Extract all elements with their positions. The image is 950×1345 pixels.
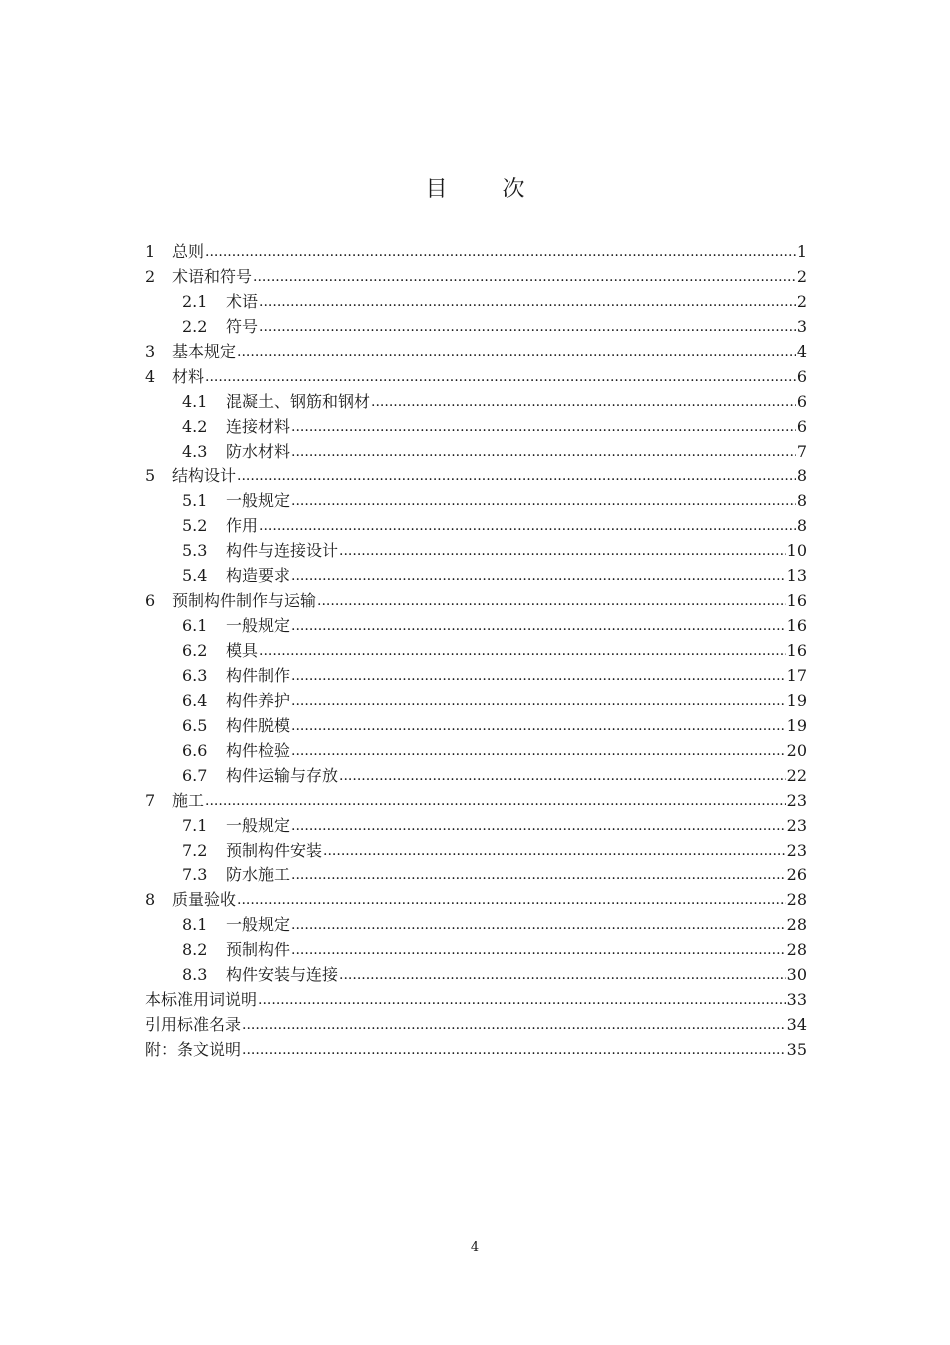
- toc-entry-label: 混凝土、钢筋和钢材: [226, 391, 371, 411]
- toc-entry-page: 28: [786, 940, 807, 960]
- toc-entry-number: 5.4: [182, 566, 208, 586]
- toc-entry-number: 4.2: [182, 416, 208, 436]
- toc-dot-leader: [291, 414, 796, 440]
- toc-entry-page: 8: [796, 491, 807, 511]
- toc-entry-label: 防水施工: [226, 865, 291, 885]
- toc-dot-leader: [291, 613, 786, 639]
- toc-dot-leader: [237, 463, 796, 489]
- toc-entry[interactable]: [145, 888, 807, 913]
- toc-entry-label: 附：条文说明: [145, 1040, 242, 1059]
- toc-entry-label: 作用: [226, 516, 259, 536]
- toc-dot-leader: [339, 538, 786, 564]
- toc-entry[interactable]: [145, 963, 807, 988]
- toc-entry[interactable]: [145, 415, 807, 440]
- toc-entry-number: 7.1: [182, 815, 208, 835]
- toc-dot-leader: [205, 364, 796, 390]
- toc-entry-number: 7.3: [182, 865, 208, 885]
- toc-entry[interactable]: [145, 689, 807, 714]
- toc-entry-label: 结构设计: [172, 466, 237, 486]
- toc-entry-page: 8: [796, 516, 807, 536]
- toc-entry-label: 预制构件安装: [226, 840, 323, 860]
- toc-entry-number: 6.7: [182, 765, 208, 785]
- toc-entry-number: 8.3: [182, 965, 208, 985]
- toc-entry-page: 1: [796, 242, 807, 261]
- toc-entry-page: 6: [796, 391, 807, 411]
- toc-entry-label: 构件与连接设计: [226, 541, 339, 561]
- toc-entry[interactable]: [145, 839, 807, 864]
- toc-dot-leader: [291, 439, 796, 465]
- toc-entry[interactable]: [145, 739, 807, 764]
- toc-entry-number: 4.1: [182, 391, 208, 411]
- toc-entry-label: 施工: [172, 790, 205, 810]
- toc-entry-page: 20: [786, 740, 807, 760]
- toc-dot-leader: [205, 788, 786, 814]
- toc-entry-page: 22: [786, 765, 807, 785]
- toc-entry[interactable]: [145, 1013, 807, 1038]
- toc-dot-leader: [253, 264, 796, 290]
- toc-entry-page: 35: [786, 1040, 807, 1059]
- toc-dot-leader: [339, 962, 786, 988]
- toc-entry[interactable]: [145, 564, 807, 589]
- toc-dot-leader: [205, 239, 796, 265]
- toc-dot-leader: [291, 488, 796, 514]
- toc-entry-page: 23: [786, 815, 807, 835]
- toc-entry-label: 预制构件: [226, 940, 291, 960]
- toc-entry[interactable]: [145, 1038, 807, 1063]
- toc-dot-leader: [339, 763, 786, 789]
- toc-entry-label: 质量验收: [172, 890, 237, 910]
- toc-entry-page: 7: [796, 441, 807, 461]
- toc-entry-label: 防水材料: [226, 441, 291, 461]
- toc-entry-page: 19: [786, 690, 807, 710]
- toc-entry[interactable]: [145, 639, 807, 664]
- toc-entry-number: 6.2: [182, 641, 208, 660]
- toc-entry-label: 构造要求: [226, 566, 291, 586]
- toc-entry-number: 5.1: [182, 491, 208, 511]
- toc-dot-leader: [291, 912, 786, 938]
- table-of-contents: [145, 240, 807, 1063]
- toc-dot-leader: [291, 937, 786, 963]
- toc-entry[interactable]: [145, 390, 807, 415]
- toc-entry[interactable]: [145, 913, 807, 938]
- toc-dot-leader: [242, 1037, 786, 1063]
- toc-entry-label: 符号: [226, 316, 259, 336]
- toc-entry[interactable]: [145, 489, 807, 514]
- toc-dot-leader: [242, 1012, 786, 1038]
- toc-entry[interactable]: [145, 290, 807, 315]
- toc-entry-page: 23: [786, 840, 807, 860]
- toc-entry-label: 一般规定: [226, 491, 291, 511]
- toc-dot-leader: [291, 663, 786, 689]
- toc-entry-page: 33: [786, 990, 807, 1010]
- toc-dot-leader: [317, 588, 786, 614]
- toc-entry-number: 5.2: [182, 516, 208, 536]
- toc-entry-page: 3: [796, 316, 807, 336]
- toc-dot-leader: [371, 389, 796, 415]
- toc-dot-leader: [259, 638, 786, 664]
- toc-entry-page: 8: [796, 466, 807, 486]
- toc-entry-page: 6: [796, 416, 807, 436]
- toc-entry-page: 2: [796, 291, 807, 311]
- toc-entry-page: 28: [786, 915, 807, 935]
- toc-entry-page: 13: [786, 566, 807, 586]
- toc-entry-label: 预制构件制作与运输: [172, 591, 317, 611]
- toc-entry-page: 30: [786, 965, 807, 985]
- toc-entry[interactable]: [145, 365, 807, 390]
- toc-entry-label: 构件制作: [226, 665, 291, 685]
- toc-entry-label: 基本规定: [172, 341, 237, 361]
- toc-dot-leader: [291, 563, 786, 589]
- toc-dot-leader: [291, 713, 786, 739]
- toc-entry-page: 16: [786, 616, 807, 636]
- toc-entry-page: 4: [796, 341, 807, 361]
- toc-entry[interactable]: [145, 464, 807, 489]
- toc-entry-number: 6.6: [182, 740, 208, 760]
- toc-entry[interactable]: [145, 265, 807, 290]
- toc-entry-number: 2.1: [182, 291, 208, 311]
- toc-entry[interactable]: [145, 340, 807, 365]
- toc-entry-page: 19: [786, 715, 807, 735]
- toc-entry-page: 10: [786, 541, 807, 561]
- toc-entry-page: 23: [786, 790, 807, 810]
- toc-entry[interactable]: [145, 514, 807, 539]
- toc-entry-label: 术语和符号: [172, 266, 253, 286]
- toc-entry[interactable]: [145, 789, 807, 814]
- toc-entry-page: 6: [796, 366, 807, 386]
- toc-entry-label: 构件安装与连接: [226, 965, 339, 985]
- toc-dot-leader: [291, 688, 786, 714]
- toc-entry-number: 2.2: [182, 316, 208, 336]
- toc-entry-label: 一般规定: [226, 815, 291, 835]
- toc-entry-label: 连接材料: [226, 416, 291, 436]
- toc-entry-label: 引用标准名录: [145, 1015, 242, 1035]
- toc-entry[interactable]: [145, 614, 807, 639]
- toc-entry-number: 4: [145, 366, 156, 386]
- toc-entry-label: 材料: [172, 366, 205, 386]
- toc-entry-label: 构件运输与存放: [226, 765, 339, 785]
- toc-entry-page: 26: [786, 865, 807, 885]
- toc-entry-number: 8.1: [182, 915, 208, 935]
- toc-entry[interactable]: [145, 814, 807, 839]
- toc-entry-number: 8.2: [182, 940, 208, 960]
- toc-dot-leader: [291, 738, 786, 764]
- toc-entry-page: 34: [786, 1015, 807, 1035]
- toc-entry[interactable]: [145, 240, 807, 265]
- toc-entry-label: 一般规定: [226, 915, 291, 935]
- toc-entry-label: 一般规定: [226, 616, 291, 636]
- toc-entry-number: 6.5: [182, 715, 208, 735]
- toc-entry-page: 16: [786, 641, 807, 660]
- toc-entry-label: 构件养护: [226, 690, 291, 710]
- toc-entry[interactable]: [145, 539, 807, 564]
- toc-entry-page: 16: [786, 591, 807, 611]
- page-title: 目 次: [425, 177, 549, 202]
- toc-entry[interactable]: [145, 764, 807, 789]
- toc-entry[interactable]: [145, 589, 807, 614]
- toc-entry-number: 7.2: [182, 840, 208, 860]
- toc-dot-leader: [237, 887, 786, 913]
- toc-entry[interactable]: [145, 863, 807, 888]
- toc-entry-label: 本标准用词说明: [145, 990, 258, 1010]
- toc-entry-label: 构件检验: [226, 740, 291, 760]
- toc-entry[interactable]: [145, 664, 807, 689]
- toc-entry[interactable]: [145, 440, 807, 465]
- toc-dot-leader: [291, 813, 786, 839]
- toc-entry-number: 2: [145, 266, 156, 286]
- toc-entry-number: 6.4: [182, 690, 208, 710]
- toc-entry[interactable]: [145, 714, 807, 739]
- toc-entry-number: 1: [145, 242, 156, 261]
- toc-entry-number: 4.3: [182, 441, 208, 461]
- toc-dot-leader: [258, 987, 786, 1013]
- toc-entry-label: 总则: [172, 242, 205, 261]
- page-number: 4: [470, 1240, 480, 1255]
- toc-dot-leader: [323, 838, 786, 864]
- toc-dot-leader: [259, 314, 796, 340]
- toc-entry-label: 构件脱模: [226, 715, 291, 735]
- toc-entry-label: 术语: [226, 291, 259, 311]
- toc-dot-leader: [259, 513, 796, 539]
- toc-entry-page: 28: [786, 890, 807, 910]
- toc-dot-leader: [259, 289, 796, 315]
- toc-entry-number: 5: [145, 466, 156, 486]
- toc-entry-number: 3: [145, 341, 156, 361]
- toc-entry-number: 7: [145, 790, 156, 810]
- toc-entry-label: 模具: [226, 641, 259, 660]
- toc-entry-number: 8: [145, 890, 156, 910]
- toc-entry-number: 5.3: [182, 541, 208, 561]
- toc-dot-leader: [291, 862, 786, 888]
- toc-entry[interactable]: [145, 315, 807, 340]
- toc-entry-number: 6.3: [182, 665, 208, 685]
- toc-entry-page: 2: [796, 266, 807, 286]
- toc-entry-number: 6: [145, 591, 156, 611]
- toc-entry-number: 6.1: [182, 616, 208, 636]
- toc-entry[interactable]: [145, 988, 807, 1013]
- toc-entry[interactable]: [145, 938, 807, 963]
- toc-dot-leader: [237, 339, 796, 365]
- toc-entry-page: 17: [786, 665, 807, 685]
